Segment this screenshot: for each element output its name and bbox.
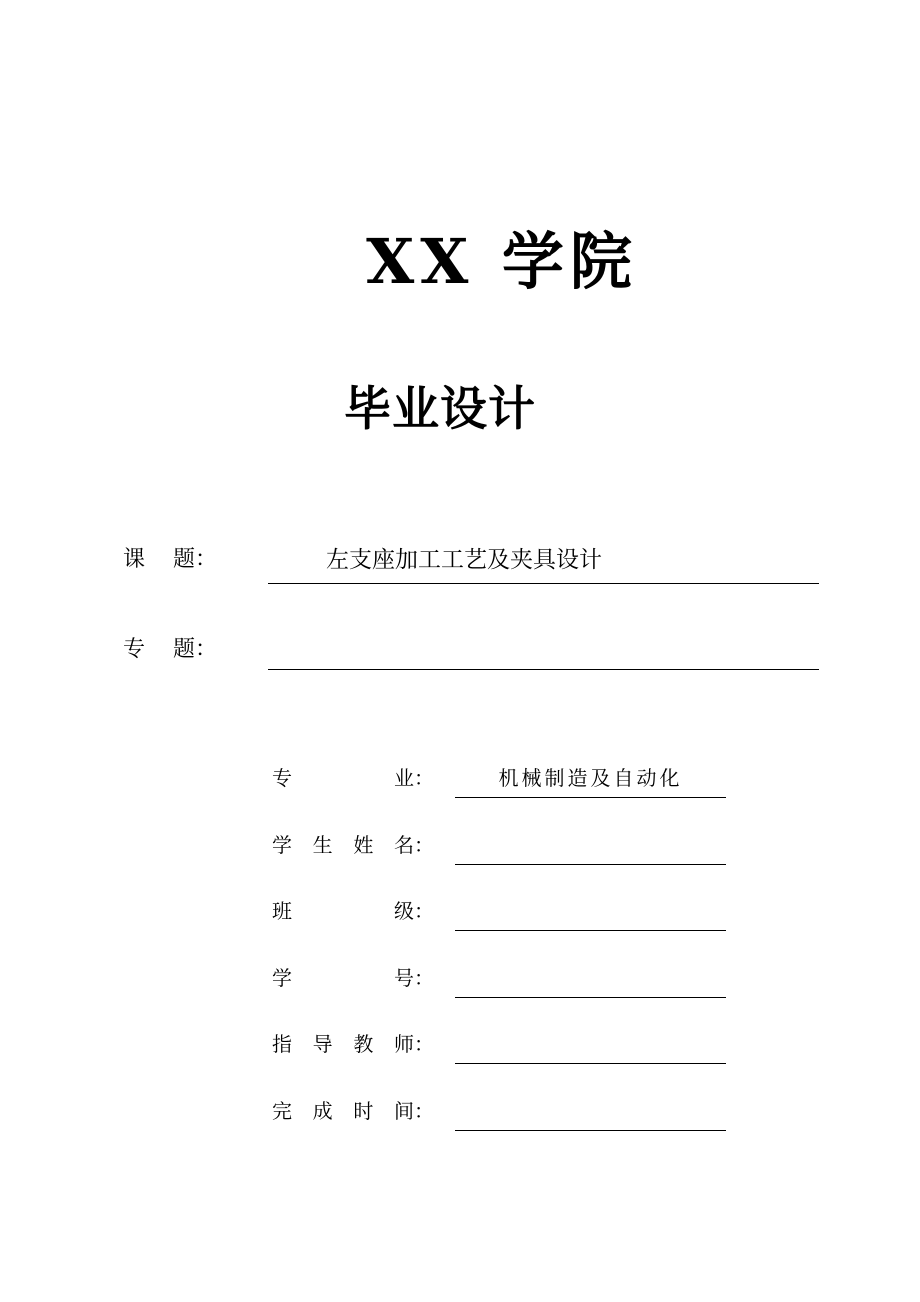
student-name-label [272,829,434,858]
label-char: 生 [312,833,333,857]
label-char: 指 [272,1032,292,1056]
label-char: 成 [312,1099,333,1123]
advisor-label [272,1028,434,1057]
completion-time-underline [455,1130,726,1131]
label-char: 完 [272,1099,292,1123]
subject-underline [268,583,819,584]
label-char: 导 [312,1032,333,1056]
label-char: 师： [393,1032,434,1056]
subject-label: 课 题： [123,547,217,572]
major-value: 机械制造及自动化 [498,766,683,790]
label-char: 教 [353,1032,374,1056]
label-char: 学 [272,966,292,990]
label-char: 姓 [353,833,374,857]
label-char: 时 [353,1099,374,1123]
label-char: 学 [272,833,292,857]
document-type-title: 毕业设计 [344,382,536,437]
major-underline [455,797,726,798]
class-label [272,895,434,924]
label-char: 班 [272,899,292,923]
student-id-label [272,962,434,991]
major-label [272,762,434,791]
student-id-underline [455,997,726,998]
topic-label: 专 题： [123,637,217,662]
label-char: 号： [394,966,434,990]
class-underline [455,930,726,931]
label-char: 专 [272,766,292,790]
college-name: XX 学院 [366,225,638,298]
completion-time-label [272,1095,434,1124]
label-char: 业： [394,766,434,790]
label-char: 名： [393,833,434,857]
topic-underline [268,669,819,670]
subject-value: 左支座加工工艺及夹具设计 [326,547,602,573]
student-name-underline [455,864,726,865]
label-char: 间： [393,1099,434,1123]
advisor-underline [455,1063,726,1064]
label-char: 级： [394,899,434,923]
